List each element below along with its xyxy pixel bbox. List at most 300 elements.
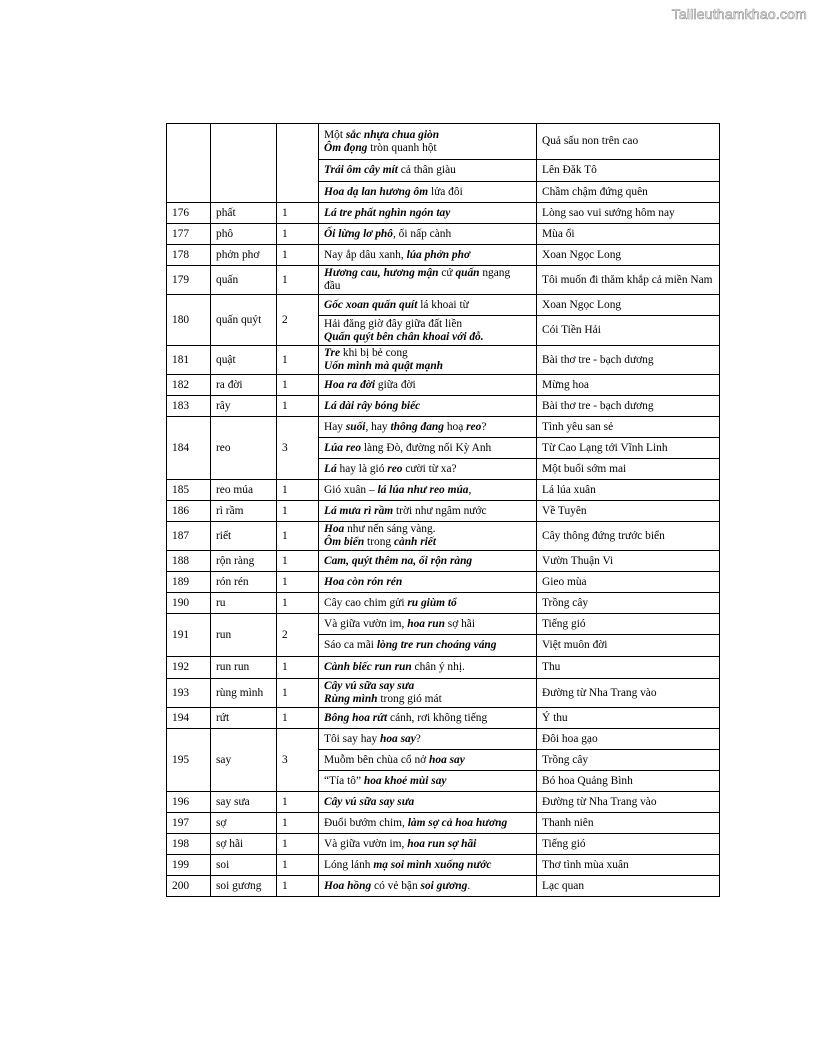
example-segment: hoa say — [429, 753, 465, 766]
word-cell: run — [211, 614, 277, 657]
example-segment: Trái ôm cây mít — [324, 164, 398, 176]
table-row — [167, 614, 720, 635]
word-cell: ru — [211, 593, 277, 614]
example-line — [324, 523, 531, 536]
example-cell — [319, 459, 537, 480]
example-line — [324, 331, 531, 344]
example-segment: làm sợ cả hoa hương — [407, 816, 508, 829]
count-cell: 1 — [277, 501, 319, 522]
source-cell: Cói Tiền Hải — [537, 316, 720, 346]
example-line — [324, 505, 531, 518]
row-number-cell — [167, 124, 211, 203]
word-cell: soi — [211, 855, 277, 876]
example-segment: , — [468, 483, 472, 496]
word-cell: say sưa — [211, 792, 277, 813]
example-segment: lúa phởn phơ — [406, 248, 471, 261]
source-cell: Đôi hoa gạo — [537, 729, 720, 750]
row-number-cell: 183 — [167, 396, 211, 417]
source-cell: Thanh niên — [537, 813, 720, 834]
row-number-cell: 196 — [167, 792, 211, 813]
row-number-cell: 190 — [167, 593, 211, 614]
source-cell: Thơ tình mùa xuân — [537, 855, 720, 876]
example-segment: reo — [387, 462, 403, 475]
row-number-cell: 192 — [167, 657, 211, 679]
count-cell: 1 — [277, 679, 319, 708]
example-line — [324, 880, 531, 893]
example-line — [324, 712, 531, 725]
row-number-cell: 178 — [167, 245, 211, 266]
example-line — [324, 249, 531, 262]
example-segment: Hoa — [324, 523, 345, 535]
example-segment: Cây vú sữa say sưa — [324, 680, 415, 692]
example-segment: trong gió mát — [377, 693, 442, 705]
example-cell — [319, 771, 537, 792]
example-cell — [319, 501, 537, 522]
count-cell: 1 — [277, 572, 319, 593]
example-segment: Gốc xoan quấn quít — [324, 298, 418, 311]
example-segment: Hoa còn rón rén — [324, 575, 403, 588]
row-number-cell: 182 — [167, 375, 211, 396]
example-segment: Rùng mình — [324, 693, 378, 705]
example-segment: suối — [345, 420, 366, 433]
table-row — [167, 480, 720, 501]
example-segment: “Tía tô” — [324, 774, 364, 787]
example-cell — [319, 396, 537, 417]
example-cell — [319, 182, 537, 203]
example-segment: Hay — [324, 420, 346, 433]
table-row — [167, 375, 720, 396]
table-row — [167, 203, 720, 224]
source-cell: Tiếng gió — [537, 614, 720, 635]
word-table-body — [167, 124, 720, 897]
source-cell: Lá lúa xuân — [537, 480, 720, 501]
table-row — [167, 876, 720, 897]
word-cell: rứt — [211, 708, 277, 729]
example-segment: Lá tre phất nghìn ngón tay — [324, 206, 451, 219]
count-cell: 1 — [277, 396, 319, 417]
example-segment: soi gương — [420, 879, 468, 892]
example-line — [324, 661, 531, 674]
table-row — [167, 834, 720, 855]
example-segment: hoa say — [380, 732, 416, 745]
example-line — [324, 267, 531, 280]
row-number-cell: 176 — [167, 203, 211, 224]
word-cell: run run — [211, 657, 277, 679]
example-segment: quấn — [455, 267, 480, 279]
example-segment: trong — [364, 536, 394, 548]
example-cell — [319, 729, 537, 750]
table-row — [167, 224, 720, 245]
example-cell — [319, 245, 537, 266]
example-segment: Gió xuân – — [324, 483, 378, 496]
word-cell: ra đời — [211, 375, 277, 396]
count-cell: 1 — [277, 245, 319, 266]
watermark-text: Tailieuthamkhao.com — [671, 6, 807, 22]
table-row — [167, 295, 720, 316]
example-segment: giữa đời — [375, 378, 416, 391]
word-cell: quấn quýt — [211, 295, 277, 346]
row-number-cell: 187 — [167, 522, 211, 551]
source-cell: Tôi muốn đi thăm khắp cả miền Nam — [537, 266, 720, 295]
row-number-cell: 179 — [167, 266, 211, 295]
example-cell — [319, 295, 537, 316]
example-line — [324, 555, 531, 568]
word-cell: phô — [211, 224, 277, 245]
example-cell — [319, 614, 537, 635]
source-cell: Mừng hoa — [537, 375, 720, 396]
example-cell — [319, 792, 537, 813]
word-cell: sợ — [211, 813, 277, 834]
row-number-cell: 181 — [167, 346, 211, 375]
word-cell: rón rén — [211, 572, 277, 593]
table-row — [167, 813, 720, 834]
example-segment: Đuổi bướm chim, — [324, 816, 408, 829]
example-line — [324, 859, 531, 872]
word-table — [166, 123, 720, 897]
example-cell — [319, 480, 537, 501]
count-cell: 2 — [277, 295, 319, 346]
example-line — [324, 360, 531, 373]
table-row — [167, 501, 720, 522]
example-segment: khi bị bẻ cong — [340, 347, 408, 359]
count-cell: 1 — [277, 522, 319, 551]
count-cell: 1 — [277, 203, 319, 224]
example-cell — [319, 417, 537, 438]
row-number-cell: 197 — [167, 813, 211, 834]
word-cell: reo — [211, 417, 277, 480]
count-cell: 1 — [277, 224, 319, 245]
example-segment: reo — [466, 420, 482, 433]
row-number-cell: 184 — [167, 417, 211, 480]
source-cell: Lạc quan — [537, 876, 720, 897]
count-cell: 1 — [277, 593, 319, 614]
source-cell: Tình yêu san sẻ — [537, 417, 720, 438]
count-cell: 1 — [277, 834, 319, 855]
example-segment: chân ý nhị. — [411, 661, 465, 673]
example-line — [324, 421, 531, 434]
word-cell: rộn ràng — [211, 551, 277, 572]
example-segment: ? — [415, 732, 421, 745]
count-cell: 1 — [277, 708, 319, 729]
table-row — [167, 245, 720, 266]
example-line — [324, 754, 531, 767]
example-cell — [319, 708, 537, 729]
count-cell: 1 — [277, 876, 319, 897]
example-segment: cả thân giàu — [397, 164, 456, 176]
example-segment: lá khoai từ — [417, 298, 469, 311]
source-cell: Bài thơ tre - bạch dương — [537, 396, 720, 417]
example-segment: , hay — [365, 420, 391, 433]
count-cell: 1 — [277, 813, 319, 834]
example-segment: Lá mưa rì rầm — [324, 504, 394, 517]
example-segment: Cây vú sữa say sưa — [324, 795, 415, 808]
example-segment: Hoa dạ lan hương ôm — [324, 185, 429, 198]
source-cell: Cây thông đứng trước biển — [537, 522, 720, 551]
word-cell: rây — [211, 396, 277, 417]
source-cell: Bó hoa Quảng Bình — [537, 771, 720, 792]
example-cell — [319, 813, 537, 834]
example-cell — [319, 522, 537, 551]
example-segment: Cây cao chim gửi — [324, 596, 408, 609]
example-line — [324, 129, 531, 142]
word-cell — [211, 124, 277, 203]
word-cell: quật — [211, 346, 277, 375]
example-segment: Bông hoa rứt — [324, 711, 388, 724]
source-cell: Về Tuyên — [537, 501, 720, 522]
word-cell: rùng mình — [211, 679, 277, 708]
table-row — [167, 855, 720, 876]
table-row — [167, 522, 720, 551]
example-cell — [319, 657, 537, 679]
count-cell: 3 — [277, 417, 319, 480]
example-line — [324, 207, 531, 220]
example-line — [324, 838, 531, 851]
row-number-cell: 185 — [167, 480, 211, 501]
source-cell: Bài thơ tre - bạch dương — [537, 346, 720, 375]
table-row — [167, 551, 720, 572]
example-segment: ? — [481, 420, 487, 433]
example-segment: ngang — [479, 267, 511, 279]
example-segment: mạ soi mình xuống nước — [373, 858, 492, 871]
example-line — [324, 796, 531, 809]
example-cell — [319, 124, 537, 160]
row-number-cell: 180 — [167, 295, 211, 346]
example-segment: Ôm đọng — [324, 141, 368, 154]
example-cell — [319, 750, 537, 771]
example-cell — [319, 876, 537, 897]
example-segment: lòng tre run choáng váng — [376, 639, 497, 651]
word-cell: rì rầm — [211, 501, 277, 522]
example-line — [324, 618, 531, 631]
example-cell — [319, 855, 537, 876]
word-cell: quấn — [211, 266, 277, 295]
count-cell: 1 — [277, 855, 319, 876]
count-cell: 1 — [277, 266, 319, 295]
count-cell: 1 — [277, 792, 319, 813]
example-segment: lửa đôi — [428, 185, 463, 198]
row-number-cell: 186 — [167, 501, 211, 522]
example-cell — [319, 266, 537, 295]
example-segment: hay là gió — [336, 462, 388, 475]
count-cell: 1 — [277, 657, 319, 679]
example-segment: Tre — [324, 347, 341, 359]
example-segment: , ối nấp cành — [392, 227, 452, 240]
example-segment: Lóng lánh — [324, 858, 374, 871]
example-segment: Hải đăng giờ đây giữa đất liền — [324, 317, 463, 330]
example-segment: làng Đò, đường nối Kỳ Anh — [361, 441, 492, 454]
example-line — [324, 186, 531, 199]
example-segment: Ôm biển — [324, 536, 365, 548]
example-cell — [319, 572, 537, 593]
example-line — [324, 639, 531, 652]
example-segment: lá lúa như reo múa — [377, 483, 469, 496]
example-cell — [319, 593, 537, 614]
example-cell — [319, 679, 537, 708]
example-cell — [319, 438, 537, 459]
word-cell: sợ hãi — [211, 834, 277, 855]
example-line — [324, 142, 531, 155]
example-line — [324, 299, 531, 312]
example-line — [324, 484, 531, 497]
row-number-cell: 177 — [167, 224, 211, 245]
example-segment: cứ — [438, 267, 456, 279]
table-row — [167, 729, 720, 750]
source-cell: Từ Cao Lạng tới Vĩnh Linh — [537, 438, 720, 459]
source-cell: Xoan Ngọc Long — [537, 245, 720, 266]
row-number-cell: 199 — [167, 855, 211, 876]
count-cell: 1 — [277, 346, 319, 375]
example-cell — [319, 160, 537, 182]
example-segment: có vẻ bận — [371, 879, 421, 892]
count-cell: 3 — [277, 729, 319, 792]
source-cell: Vườn Thuận Vi — [537, 551, 720, 572]
example-segment: cánh, rơi không tiếng — [387, 711, 488, 724]
row-number-cell: 194 — [167, 708, 211, 729]
example-line — [324, 442, 531, 455]
example-segment: thông đang — [390, 420, 444, 433]
table-row — [167, 124, 720, 160]
example-line — [324, 693, 531, 706]
example-segment: đầu — [324, 280, 341, 292]
source-cell: Chầm chậm đứng quên — [537, 182, 720, 203]
table-row — [167, 417, 720, 438]
source-cell: Trồng cây — [537, 593, 720, 614]
example-segment: Quấn quýt bên chân khoai với đỗ. — [324, 330, 484, 343]
source-cell: Đường từ Nha Trang vào — [537, 679, 720, 708]
example-line — [324, 576, 531, 589]
example-segment: Muỗm bên chùa cổ nở — [324, 753, 430, 766]
example-segment: trời như ngâm nước — [393, 504, 487, 517]
table-row — [167, 792, 720, 813]
example-segment: Một — [324, 128, 346, 141]
source-cell: Quả sấu non trên cao — [537, 124, 720, 160]
example-segment: Lá — [324, 462, 337, 475]
count-cell: 1 — [277, 375, 319, 396]
example-cell — [319, 375, 537, 396]
count-cell: 1 — [277, 551, 319, 572]
table-row — [167, 346, 720, 375]
example-segment: hoa run — [407, 617, 445, 630]
table-row — [167, 679, 720, 708]
example-line — [324, 164, 531, 177]
table-row — [167, 572, 720, 593]
example-line — [324, 733, 531, 746]
example-segment: Sáo ca mãi — [324, 639, 377, 651]
example-segment: Lúa reo — [324, 441, 362, 454]
example-segment: sợ hãi — [444, 617, 475, 630]
row-number-cell: 195 — [167, 729, 211, 792]
word-cell: say — [211, 729, 277, 792]
example-line — [324, 536, 531, 549]
word-cell: riết — [211, 522, 277, 551]
word-cell: soi gương — [211, 876, 277, 897]
example-cell — [319, 346, 537, 375]
example-line — [324, 817, 531, 830]
example-line — [324, 400, 531, 413]
source-cell: Đường từ Nha Trang vào — [537, 792, 720, 813]
row-number-cell: 188 — [167, 551, 211, 572]
example-segment: Uốn mình mà quật mạnh — [324, 360, 444, 372]
table-row — [167, 396, 720, 417]
example-cell — [319, 203, 537, 224]
example-segment: Và giữa vườn im, — [324, 837, 408, 850]
example-segment: Cành biếc run run — [324, 661, 412, 673]
source-cell: Thu — [537, 657, 720, 679]
example-line — [324, 347, 531, 360]
source-cell: Ý thu — [537, 708, 720, 729]
source-cell: Tiếng gió — [537, 834, 720, 855]
source-cell: Mùa ổi — [537, 224, 720, 245]
word-cell: phởn phơ — [211, 245, 277, 266]
example-line — [324, 228, 531, 241]
table-row — [167, 708, 720, 729]
example-line — [324, 379, 531, 392]
example-line — [324, 775, 531, 788]
example-segment: Hoa hồng — [324, 879, 372, 892]
example-cell — [319, 834, 537, 855]
example-segment: Hương cau, hương mận — [324, 267, 439, 279]
example-segment: Tôi say hay — [324, 732, 380, 745]
row-number-cell: 193 — [167, 679, 211, 708]
source-cell: Lên Đăk Tô — [537, 160, 720, 182]
source-cell: Xoan Ngọc Long — [537, 295, 720, 316]
example-line — [324, 463, 531, 476]
example-line — [324, 280, 531, 293]
row-number-cell: 200 — [167, 876, 211, 897]
example-segment: . — [467, 879, 471, 892]
example-cell — [319, 551, 537, 572]
example-segment: hoạ — [443, 420, 467, 433]
example-cell — [319, 635, 537, 657]
example-segment: Và giữa vườn im, — [324, 617, 408, 630]
example-segment: Cam, quýt thêm na, ổi rộn ràng — [324, 554, 473, 567]
example-cell — [319, 316, 537, 346]
example-segment: Lá dài rây bóng biếc — [324, 399, 421, 412]
row-number-cell: 191 — [167, 614, 211, 657]
example-line — [324, 318, 531, 331]
example-segment: cành riết — [393, 536, 437, 548]
example-segment: Ối lừng lơ phô — [324, 227, 393, 240]
word-cell: phất — [211, 203, 277, 224]
example-cell — [319, 224, 537, 245]
source-cell: Việt muôn đời — [537, 635, 720, 657]
count-cell — [277, 124, 319, 203]
table-row — [167, 593, 720, 614]
row-number-cell: 198 — [167, 834, 211, 855]
example-segment: Hoa ra đời — [324, 378, 376, 391]
source-cell: Trồng cây — [537, 750, 720, 771]
source-cell: Gieo mùa — [537, 572, 720, 593]
example-segment: ru giùm tổ — [407, 596, 457, 609]
row-number-cell: 189 — [167, 572, 211, 593]
word-cell: reo múa — [211, 480, 277, 501]
example-segment: như nến sáng vàng. — [344, 523, 436, 535]
count-cell: 1 — [277, 480, 319, 501]
example-line — [324, 680, 531, 693]
example-segment: tròn quanh hột — [367, 141, 437, 154]
source-cell: Lòng sao vui sướng hôm nay — [537, 203, 720, 224]
table-row — [167, 657, 720, 679]
table-row — [167, 266, 720, 295]
example-segment: hoa run sợ hãi — [407, 837, 477, 850]
example-line — [324, 597, 531, 610]
source-cell: Một buổi sớm mai — [537, 459, 720, 480]
count-cell: 2 — [277, 614, 319, 657]
example-segment: sắc nhựa chua giòn — [345, 128, 440, 141]
example-segment: hoa khoẻ mùi say — [363, 774, 447, 787]
example-segment: Nay ắp dâu xanh, — [324, 248, 407, 261]
example-segment: cười từ xa? — [402, 462, 457, 475]
